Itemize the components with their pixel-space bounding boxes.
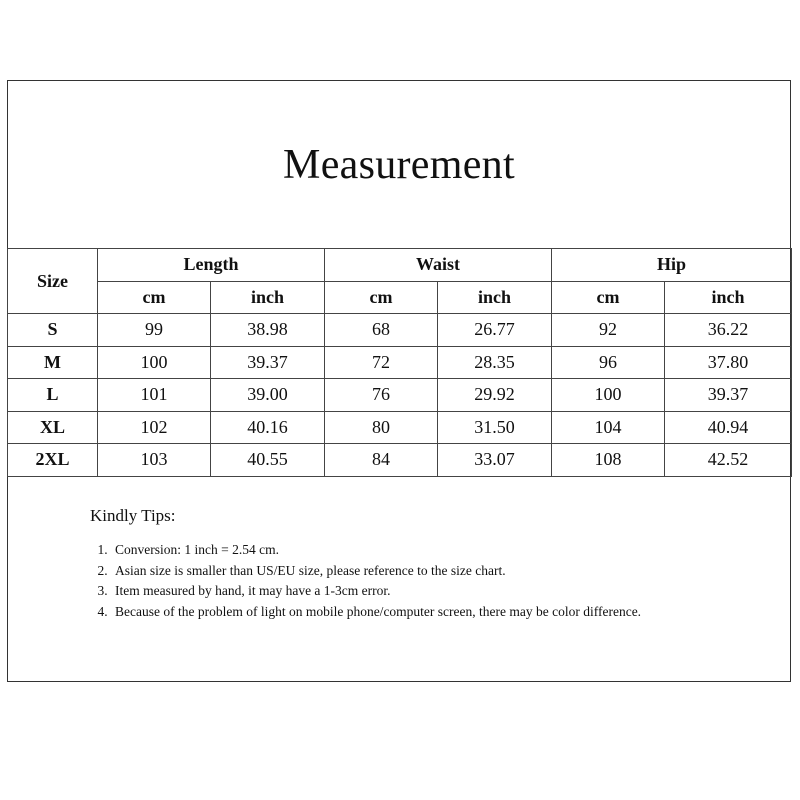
unit-header-row <box>8 281 792 314</box>
measurement-cell: 42.52 <box>665 444 792 477</box>
unit-header: inch <box>665 281 792 314</box>
size-cell: M <box>8 346 98 379</box>
measurement-cell: 103 <box>98 444 211 477</box>
length-group-header: Length <box>98 249 325 282</box>
size-cell: L <box>8 379 98 412</box>
size-column-header: Size <box>8 249 98 314</box>
measurement-cell: 26.77 <box>438 314 552 347</box>
unit-header: inch <box>211 281 325 314</box>
table-row <box>8 379 792 412</box>
measurement-cell: 100 <box>98 346 211 379</box>
table-row <box>8 346 792 379</box>
tips-section <box>90 506 710 622</box>
measurement-cell: 40.55 <box>211 444 325 477</box>
size-cell: 2XL <box>8 444 98 477</box>
measurement-cell: 108 <box>552 444 665 477</box>
measurement-cell: 31.50 <box>438 411 552 444</box>
measurement-cell: 96 <box>552 346 665 379</box>
measurement-cell: 101 <box>98 379 211 412</box>
measurement-cell: 37.80 <box>665 346 792 379</box>
unit-header: inch <box>438 281 552 314</box>
measurement-cell: 39.37 <box>211 346 325 379</box>
measurement-card <box>7 80 791 682</box>
measurement-cell: 39.00 <box>211 379 325 412</box>
measurement-cell: 99 <box>98 314 211 347</box>
unit-header: cm <box>552 281 665 314</box>
tips-list <box>90 540 710 622</box>
measurement-cell: 33.07 <box>438 444 552 477</box>
measurement-cell: 29.92 <box>438 379 552 412</box>
table-row <box>8 444 792 477</box>
waist-group-header: Waist <box>325 249 552 282</box>
size-cell: S <box>8 314 98 347</box>
table-header-row <box>8 249 792 282</box>
measurement-cell: 76 <box>325 379 438 412</box>
tips-title: Kindly Tips: <box>90 506 176 525</box>
tip-item: 3. Item measured by hand, it may have a 1-3cm error. <box>111 581 710 602</box>
unit-header: cm <box>325 281 438 314</box>
measurement-cell: 84 <box>325 444 438 477</box>
table-row <box>8 411 792 444</box>
size-cell: XL <box>8 411 98 444</box>
measurement-cell: 102 <box>98 411 211 444</box>
table-row <box>8 314 792 347</box>
measurement-cell: 72 <box>325 346 438 379</box>
tip-item: 4. Because of the problem of light on mobile phone/computer screen, there may be color difference. <box>111 602 710 623</box>
measurement-cell: 39.37 <box>665 379 792 412</box>
measurement-cell: 92 <box>552 314 665 347</box>
measurement-cell: 68 <box>325 314 438 347</box>
unit-header: cm <box>98 281 211 314</box>
measurement-cell: 36.22 <box>665 314 792 347</box>
measurement-cell: 100 <box>552 379 665 412</box>
measurement-cell: 40.16 <box>211 411 325 444</box>
size-chart-table <box>7 248 792 477</box>
measurement-cell: 28.35 <box>438 346 552 379</box>
page-title: Measurement <box>283 142 515 188</box>
measurement-cell: 80 <box>325 411 438 444</box>
measurement-cell: 38.98 <box>211 314 325 347</box>
measurement-cell: 104 <box>552 411 665 444</box>
measurement-cell: 40.94 <box>665 411 792 444</box>
tip-item: 1. Conversion: 1 inch = 2.54 cm. <box>111 540 710 561</box>
hip-group-header: Hip <box>552 249 792 282</box>
tip-item: 2. Asian size is smaller than US/EU size, please reference to the size chart. <box>111 561 710 582</box>
